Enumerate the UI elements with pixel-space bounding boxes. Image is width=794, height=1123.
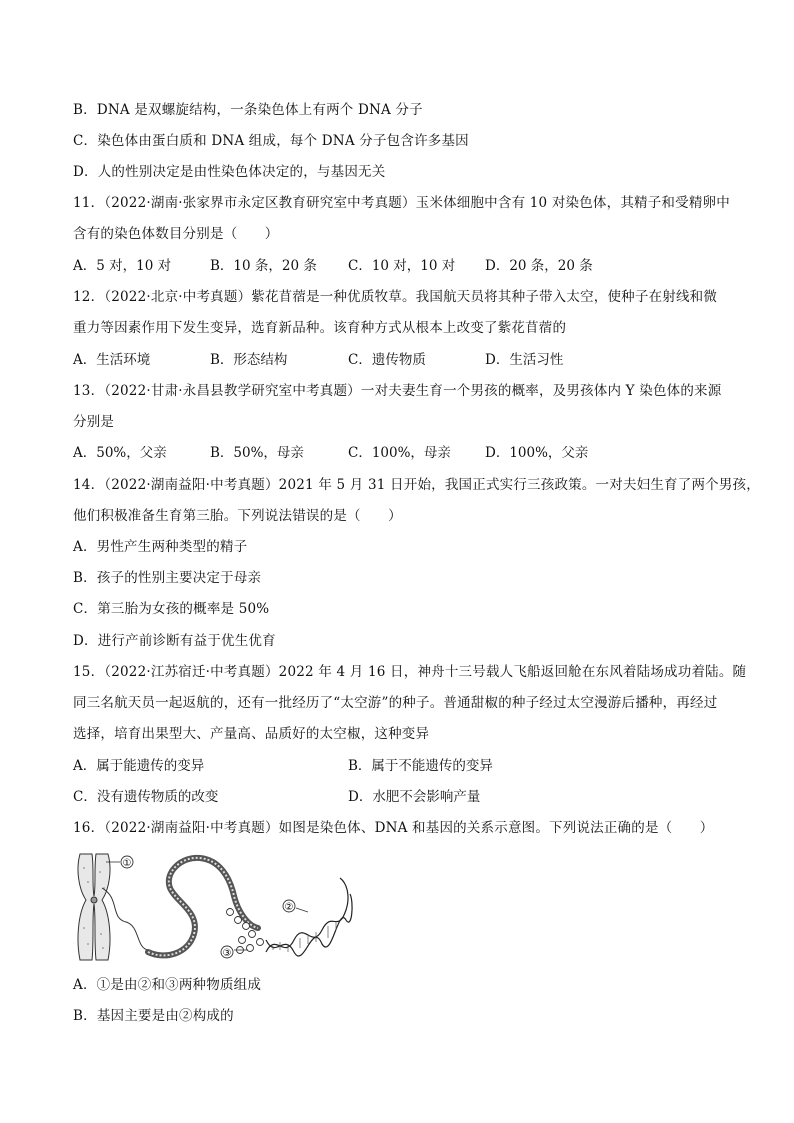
q16-option-a[interactable]: A．①是由②和③两种物质组成 (73, 977, 262, 993)
q15-stem-line3: 选择，培育出果型大、产量高、品质好的太空椒，这种变异 (73, 726, 430, 742)
q14-option-a[interactable]: A．男性产生两种类型的精子 (73, 539, 248, 555)
q13-option-d[interactable]: D．100%，父亲 (485, 445, 589, 461)
q11-option-d[interactable]: D．20 条，20 条 (485, 258, 593, 274)
q11-option-c[interactable]: C．10 对，10 对 (348, 258, 456, 274)
q15-option-a[interactable]: A．属于能遗传的变异 (73, 758, 205, 774)
q15-stem-line1: 15．（2022·江苏宿迁·中考真题）2022 年 4 月 16 日，神舟十三号载人飞船返回舱在东风着陆场成功着陆。随 (73, 664, 747, 680)
q16-stem-line1: 16．（2022·湖南益阳·中考真题）如图是染色体、DNA 和基因的关系示意图。下列说法正确的是（ ） (73, 820, 714, 836)
q15-option-b[interactable]: B．属于不能遗传的变异 (348, 758, 493, 774)
q15-option-d[interactable]: D．水肥不会影响产量 (348, 789, 481, 805)
q15-stem-line2: 同三名航天员一起返航的，还有一批经历了“太空游”的种子。普通甜椒的种子经过太空漫游后播种，再经过 (73, 695, 718, 711)
q14-stem-line2: 他们积极准备生育第三胎。下列说法错误的是（ ） (73, 508, 402, 524)
q16-option-b[interactable]: B．基因主要是由②构成的 (73, 1008, 234, 1024)
prev-option-b[interactable]: B．DNA 是双螺旋结构，一条染色体上有两个 DNA 分子 (73, 102, 423, 118)
q13-option-b[interactable]: B．50%，母亲 (210, 445, 304, 461)
q14-stem-line1: 14．（2022·湖南益阳·中考真题）2021 年 5 月 31 日开始，我国正式实行三孩政策。一对夫妇生育了两个男孩， (73, 477, 760, 493)
q11-stem-line2: 含有的染色体数目分别是（ ） (73, 226, 279, 242)
figure-label-1: ① (122, 858, 132, 869)
q13-stem-line2: 分别是 (73, 414, 115, 430)
q12-option-c[interactable]: C．遗传物质 (348, 352, 426, 368)
q11-option-a[interactable]: A．5 对，10 对 (73, 258, 172, 274)
q12-option-d[interactable]: D．生活习性 (485, 352, 564, 368)
q13-stem-line1: 13．（2022·甘肃·永昌县教学研究室中考真题）一对夫妻生育一个男孩的概率，及男孩体内 Y 染色体的来源 (73, 383, 722, 399)
chromosome-dna-diagram (70, 848, 360, 964)
prev-option-d[interactable]: D．人的性别决定是由性染色体决定的，与基因无关 (73, 164, 386, 180)
q14-option-d[interactable]: D．进行产前诊断有益于优生优育 (73, 633, 276, 649)
q12-option-b[interactable]: B．形态结构 (210, 352, 288, 368)
q13-option-c[interactable]: C．100%，母亲 (348, 445, 451, 461)
figure-label-2: ② (284, 902, 294, 913)
chromosome-shape (78, 854, 110, 960)
figure-label-3: ③ (222, 948, 232, 959)
q11-option-b[interactable]: B．10 条，20 条 (210, 258, 317, 274)
q15-option-c[interactable]: C．没有遗传物质的改变 (73, 789, 219, 805)
q14-option-b[interactable]: B．孩子的性别主要决定于母亲 (73, 570, 262, 586)
q12-stem-line1: 12．（2022·北京·中考真题）紫花苜蓿是一种优质牧草。我国航天员将其种子带入太空，使种子在射线和微 (73, 289, 718, 305)
q12-stem-line2: 重力等因素作用下发生变异，选育新品种。该育种方式从根本上改变了紫花苜蓿的 (73, 320, 567, 336)
dna-double-helix (266, 878, 352, 956)
q11-stem-line1: 11．（2022·湖南·张家界市永定区教育研究室中考真题）玉米体细胞中含有 10 对染色体，其精子和受精卵中 (73, 195, 730, 211)
q12-option-a[interactable]: A．生活环境 (73, 352, 151, 368)
q14-option-c[interactable]: C．第三胎为女孩的概率是 50% (73, 601, 270, 617)
q13-option-a[interactable]: A．50%，父亲 (73, 445, 167, 461)
prev-option-c[interactable]: C．染色体由蛋白质和 DNA 组成，每个 DNA 分子包含许多基因 (73, 133, 469, 149)
